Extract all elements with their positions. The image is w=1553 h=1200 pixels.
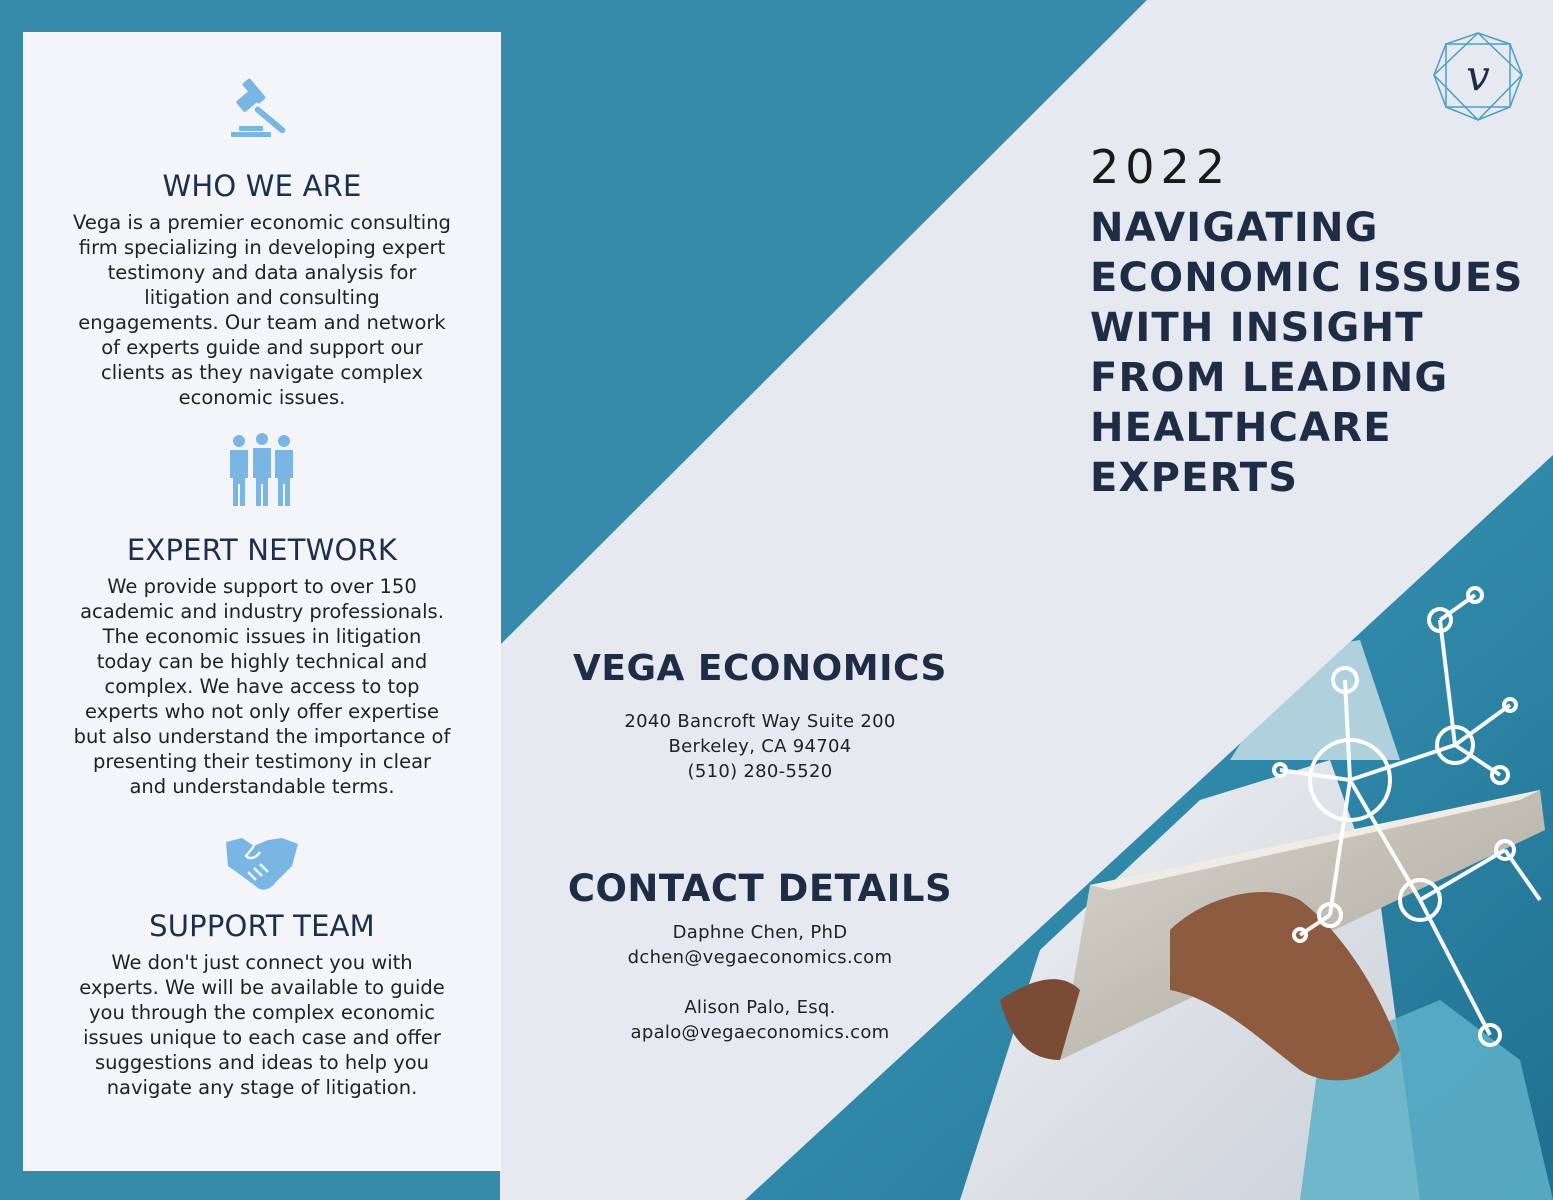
headline-line: NAVIGATING [1090, 205, 1379, 251]
company-name: VEGA ECONOMICS [573, 648, 947, 689]
who-we-are-section [23, 76, 501, 410]
gavel-icon [227, 76, 297, 142]
address-line-2: Berkeley, CA 94704 [668, 736, 852, 757]
headline-line: EXPERTS [1090, 455, 1299, 501]
section-title: SUPPORT TEAM [149, 909, 375, 943]
support-team-section [23, 836, 501, 1100]
headline-line: FROM LEADING [1090, 355, 1449, 401]
section-body: Vega is a premier economic consulting firm specializing in developing expert testimony and data analysis for litigation and consulting engagements. Our team and network of experts guide and support our clients as they navigate complex economic issues. [73, 211, 451, 409]
address-line-1: 2040 Bancroft Way Suite 200 [624, 711, 896, 732]
headline-line: HEALTHCARE [1090, 405, 1392, 451]
contact-name: Daphne Chen, PhD [672, 922, 848, 943]
section-title: WHO WE ARE [162, 169, 362, 203]
company-block [560, 648, 960, 784]
team-icon [227, 432, 297, 508]
cover-year: 2022 [1090, 140, 1232, 194]
section-title: EXPERT NETWORK [126, 533, 398, 567]
headline-line: ECONOMIC ISSUES [1090, 255, 1524, 301]
handshake-icon [224, 836, 300, 894]
section-body: We don't just connect you with experts. We will be available to guide you through the complex economic issues unique to each case and offer suggestions and ideas to help you navigate any stage of litigation. [79, 951, 445, 1099]
section-body: We provide support to over 150 academic and industry professionals. The economic issues in litigation today can be highly technical and complex. We have access to top experts who not only offer expertise but also understand the importance of presenting their testimony in clear and understandable terms. [73, 575, 451, 798]
contact-email[interactable]: dchen@vegaeconomics.com [627, 947, 893, 968]
cover-headline [1090, 203, 1550, 503]
contact-email[interactable]: apalo@vegaeconomics.com [630, 1022, 890, 1043]
contact-heading: CONTACT DETAILS [567, 867, 953, 910]
left-info-panel [23, 32, 501, 1171]
logo-letter: v [1466, 51, 1490, 100]
phone-number: (510) 280-5520 [687, 761, 833, 782]
contact-name: Alison Palo, Esq. [684, 997, 836, 1018]
headline-line: WITH INSIGHT [1090, 305, 1424, 351]
contact-block [560, 867, 960, 1045]
expert-network-section [23, 432, 501, 799]
vega-logo [1431, 30, 1525, 124]
